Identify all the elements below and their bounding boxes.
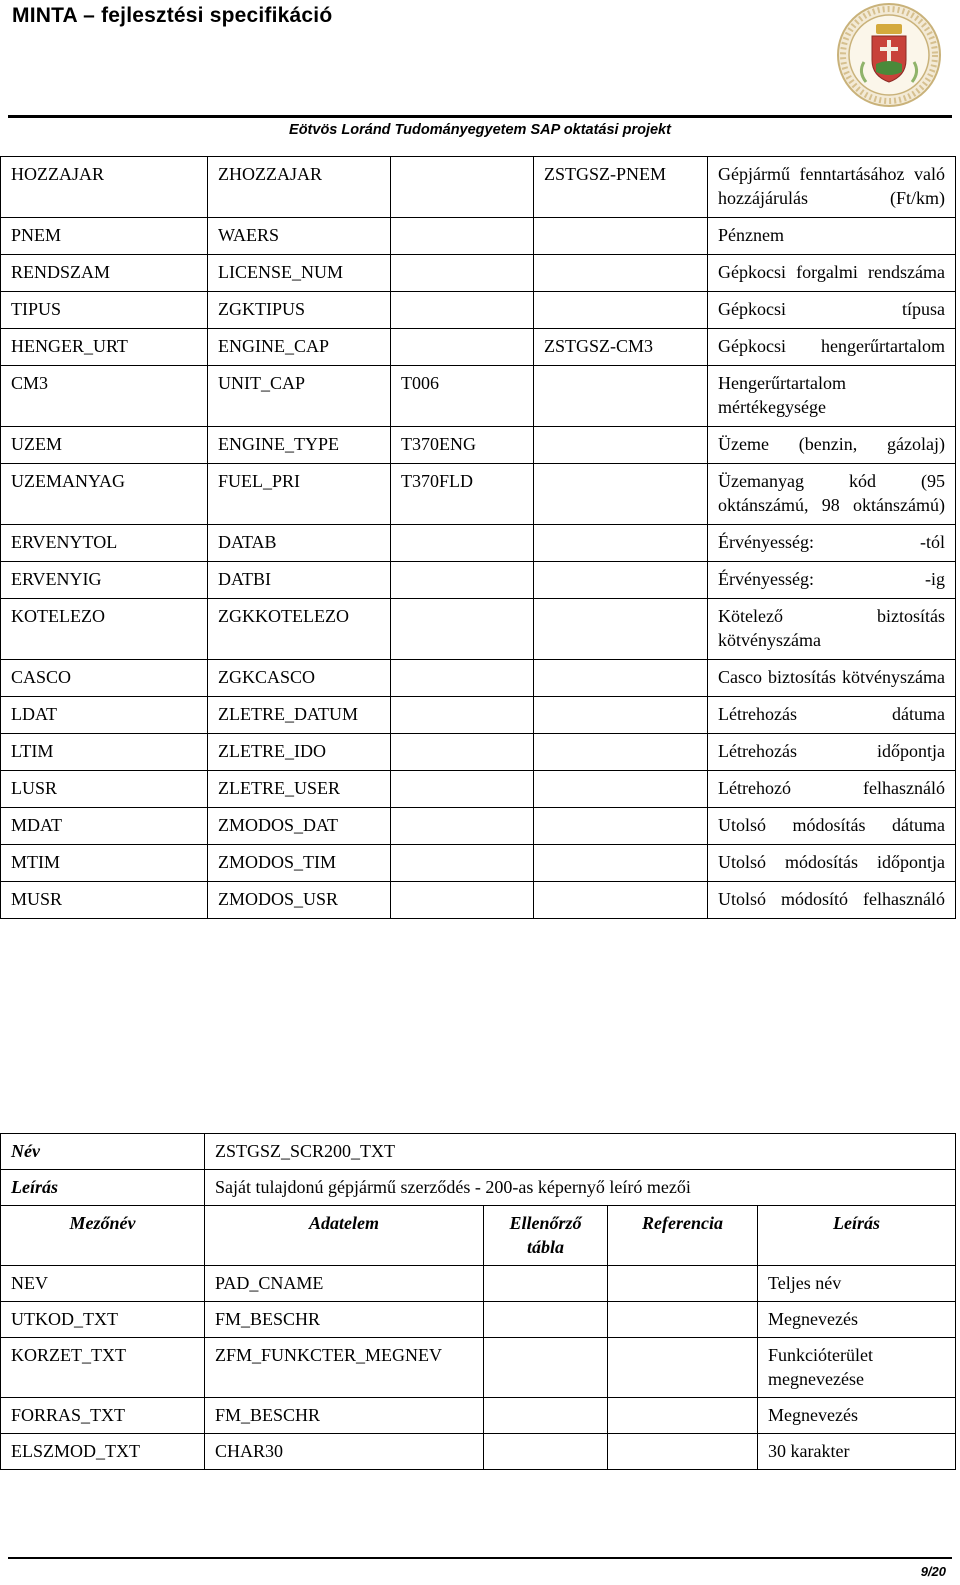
table-cell bbox=[391, 562, 534, 599]
table-cell: MUSR bbox=[1, 882, 208, 919]
table-cell bbox=[534, 808, 708, 845]
table-cell bbox=[484, 1266, 608, 1302]
table-row bbox=[1, 771, 956, 808]
table-cell: ERVENYIG bbox=[1, 562, 208, 599]
table-cell: Kötelező biztosítás kötvényszáma bbox=[708, 599, 956, 660]
table-cell bbox=[484, 1398, 608, 1434]
table-cell bbox=[534, 427, 708, 464]
table-description-row bbox=[1, 1170, 956, 1206]
description-label: Leírás bbox=[1, 1170, 205, 1206]
table-cell: Gépjármű fenntartásához való hozzájárulás (Ft/km) bbox=[708, 157, 956, 218]
table-cell: Utolsó módosítás időpontja bbox=[708, 845, 956, 882]
table-row bbox=[1, 1338, 956, 1398]
table-cell: CASCO bbox=[1, 660, 208, 697]
screen-fields-table bbox=[0, 1133, 956, 1470]
table-cell bbox=[484, 1338, 608, 1398]
column-header-row bbox=[1, 1206, 956, 1266]
table-cell: HENGER_URT bbox=[1, 329, 208, 366]
table-cell: ZFM_FUNKCTER_MEGNEV bbox=[205, 1338, 484, 1398]
fields-table bbox=[0, 156, 956, 919]
table-cell: PAD_CNAME bbox=[205, 1266, 484, 1302]
table-cell bbox=[534, 660, 708, 697]
table-cell: Utolsó módosítás dátuma bbox=[708, 808, 956, 845]
table-cell bbox=[534, 366, 708, 427]
table-cell: ZSTGSZ-PNEM bbox=[534, 157, 708, 218]
table-row bbox=[1, 562, 956, 599]
table-cell: Érvényesség: -tól bbox=[708, 525, 956, 562]
table-name-row bbox=[1, 1134, 956, 1170]
table-cell bbox=[534, 218, 708, 255]
table-cell bbox=[534, 599, 708, 660]
table-cell bbox=[534, 255, 708, 292]
table-cell: LDAT bbox=[1, 697, 208, 734]
table-cell: ZGKCASCO bbox=[208, 660, 391, 697]
table-row bbox=[1, 599, 956, 660]
table-cell: Gépkocsi típusa bbox=[708, 292, 956, 329]
header-divider bbox=[8, 115, 952, 118]
table-cell: UTKOD_TXT bbox=[1, 1302, 205, 1338]
table-cell: ZSTGSZ-CM3 bbox=[534, 329, 708, 366]
table-cell bbox=[534, 845, 708, 882]
column-header: Referencia bbox=[608, 1206, 758, 1266]
description-value: Saját tulajdonú gépjármű szerződés - 200-as képernyő leíró mezői bbox=[205, 1170, 956, 1206]
table-cell bbox=[391, 697, 534, 734]
table-cell: LUSR bbox=[1, 771, 208, 808]
table-cell: Pénznem bbox=[708, 218, 956, 255]
table-cell: NEV bbox=[1, 1266, 205, 1302]
table-row bbox=[1, 218, 956, 255]
table-cell: Megnevezés bbox=[758, 1302, 956, 1338]
column-header: Mezőnév bbox=[1, 1206, 205, 1266]
table-cell: ERVENYTOL bbox=[1, 525, 208, 562]
table-cell: Létrehozó felhasználó bbox=[708, 771, 956, 808]
table-cell: UZEM bbox=[1, 427, 208, 464]
table-row bbox=[1, 845, 956, 882]
table-cell bbox=[391, 882, 534, 919]
table-cell bbox=[391, 599, 534, 660]
table-cell: ZLETRE_IDO bbox=[208, 734, 391, 771]
table-cell: RENDSZAM bbox=[1, 255, 208, 292]
table-cell bbox=[391, 255, 534, 292]
table-cell: UNIT_CAP bbox=[208, 366, 391, 427]
table-row bbox=[1, 1266, 956, 1302]
table-row bbox=[1, 1434, 956, 1470]
table-cell bbox=[608, 1302, 758, 1338]
table-cell bbox=[608, 1398, 758, 1434]
table-row bbox=[1, 255, 956, 292]
table-row bbox=[1, 697, 956, 734]
table-cell bbox=[534, 882, 708, 919]
table-cell: MDAT bbox=[1, 808, 208, 845]
university-seal-icon bbox=[836, 2, 942, 108]
table-cell: Funkcióterület megnevezése bbox=[758, 1338, 956, 1398]
table-cell: ZLETRE_DATUM bbox=[208, 697, 391, 734]
table-cell: ELSZMOD_TXT bbox=[1, 1434, 205, 1470]
table-cell: ZLETRE_USER bbox=[208, 771, 391, 808]
table-row bbox=[1, 292, 956, 329]
table-cell: FORRAS_TXT bbox=[1, 1398, 205, 1434]
table-cell: Gépkocsi forgalmi rendszáma bbox=[708, 255, 956, 292]
table-cell: DATAB bbox=[208, 525, 391, 562]
table-cell: CM3 bbox=[1, 366, 208, 427]
table-row bbox=[1, 329, 956, 366]
table-row bbox=[1, 734, 956, 771]
table-cell bbox=[608, 1338, 758, 1398]
table-cell bbox=[391, 218, 534, 255]
table-cell: Teljes név bbox=[758, 1266, 956, 1302]
table-row bbox=[1, 525, 956, 562]
table-cell: FUEL_PRI bbox=[208, 464, 391, 525]
table-row bbox=[1, 660, 956, 697]
table-cell bbox=[534, 771, 708, 808]
name-label: Név bbox=[1, 1134, 205, 1170]
table-cell bbox=[391, 292, 534, 329]
table-cell: T006 bbox=[391, 366, 534, 427]
table-cell: T370FLD bbox=[391, 464, 534, 525]
table-cell bbox=[391, 157, 534, 218]
table-cell: ZGKKOTELEZO bbox=[208, 599, 391, 660]
table-cell bbox=[534, 464, 708, 525]
table-cell: ENGINE_TYPE bbox=[208, 427, 391, 464]
table-cell: TIPUS bbox=[1, 292, 208, 329]
footer-divider bbox=[8, 1557, 952, 1559]
table-row bbox=[1, 1398, 956, 1434]
table-cell bbox=[534, 292, 708, 329]
table-cell bbox=[608, 1434, 758, 1470]
table-cell: UZEMANYAG bbox=[1, 464, 208, 525]
column-header: Adatelem bbox=[205, 1206, 484, 1266]
table-row bbox=[1, 366, 956, 427]
table-cell: ZMODOS_TIM bbox=[208, 845, 391, 882]
table-cell bbox=[534, 734, 708, 771]
table-row bbox=[1, 808, 956, 845]
table-cell: KORZET_TXT bbox=[1, 1338, 205, 1398]
table-cell: 30 karakter bbox=[758, 1434, 956, 1470]
column-header: Leírás bbox=[758, 1206, 956, 1266]
table-cell bbox=[534, 525, 708, 562]
table-cell: ZGKTIPUS bbox=[208, 292, 391, 329]
name-value: ZSTGSZ_SCR200_TXT bbox=[205, 1134, 956, 1170]
document-title: MINTA – fejlesztési specifikáció bbox=[12, 4, 333, 27]
table-cell: DATBI bbox=[208, 562, 391, 599]
table-cell bbox=[484, 1302, 608, 1338]
table-cell: PNEM bbox=[1, 218, 208, 255]
table-cell: ZMODOS_DAT bbox=[208, 808, 391, 845]
table-cell bbox=[534, 562, 708, 599]
table-cell: ZMODOS_USR bbox=[208, 882, 391, 919]
table-cell: Megnevezés bbox=[758, 1398, 956, 1434]
table-cell: CHAR30 bbox=[205, 1434, 484, 1470]
table-cell bbox=[391, 329, 534, 366]
table-cell bbox=[484, 1434, 608, 1470]
table-cell: Érvényesség: -ig bbox=[708, 562, 956, 599]
table-row bbox=[1, 157, 956, 218]
table-cell: Létrehozás időpontja bbox=[708, 734, 956, 771]
table-cell bbox=[391, 771, 534, 808]
table-cell: FM_BESCHR bbox=[205, 1302, 484, 1338]
table-cell bbox=[391, 808, 534, 845]
table-cell: Casco biztosítás kötvényszáma bbox=[708, 660, 956, 697]
table-row bbox=[1, 427, 956, 464]
column-header: Ellenőrző tábla bbox=[484, 1206, 608, 1266]
table-cell: LTIM bbox=[1, 734, 208, 771]
table-cell bbox=[391, 734, 534, 771]
table-row bbox=[1, 882, 956, 919]
table-cell: Gépkocsi hengerűrtartalom bbox=[708, 329, 956, 366]
table-cell: FM_BESCHR bbox=[205, 1398, 484, 1434]
table-cell: MTIM bbox=[1, 845, 208, 882]
table-cell: Utolsó módosító felhasználó bbox=[708, 882, 956, 919]
table-cell: WAERS bbox=[208, 218, 391, 255]
table-row bbox=[1, 1302, 956, 1338]
table-cell: ENGINE_CAP bbox=[208, 329, 391, 366]
table-cell: Hengerűrtartalom mértékegysége bbox=[708, 366, 956, 427]
table-cell: HOZZAJAR bbox=[1, 157, 208, 218]
table-cell bbox=[391, 525, 534, 562]
table-cell bbox=[608, 1266, 758, 1302]
table-cell: ZHOZZAJAR bbox=[208, 157, 391, 218]
table-cell bbox=[391, 660, 534, 697]
table-cell: Létrehozás dátuma bbox=[708, 697, 956, 734]
table-cell bbox=[391, 845, 534, 882]
table-cell: KOTELEZO bbox=[1, 599, 208, 660]
table-row bbox=[1, 464, 956, 525]
table-cell: Üzeme (benzin, gázolaj) bbox=[708, 427, 956, 464]
table-cell bbox=[534, 697, 708, 734]
document-subtitle: Eötvös Loránd Tudományegyetem SAP oktatási projekt bbox=[289, 122, 671, 138]
table-cell: Üzemanyag kód (95 oktánszámú, 98 oktánszámú) bbox=[708, 464, 956, 525]
page-number: 9/20 bbox=[920, 1564, 946, 1579]
table-cell: T370ENG bbox=[391, 427, 534, 464]
table-cell: LICENSE_NUM bbox=[208, 255, 391, 292]
